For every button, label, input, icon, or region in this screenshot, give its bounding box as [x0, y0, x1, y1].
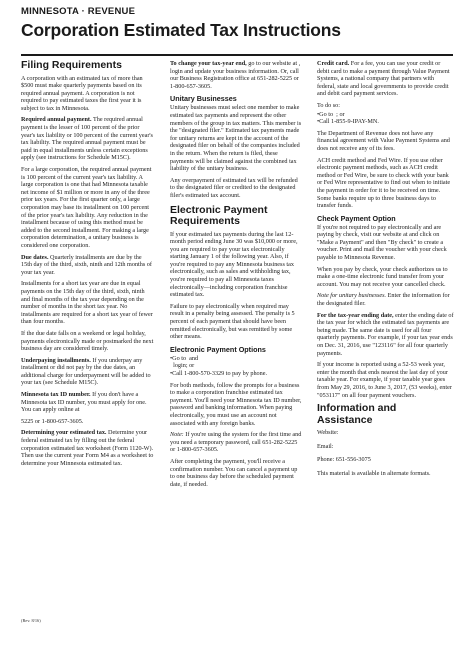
- paragraph: Underpaying installments. If you underpay any installment or did not pay by the due dates, an additional charge for underpayment will be added to your tax (see Schedule M15C).: [21, 356, 151, 387]
- paragraph: After completing the payment, you'll receive a confirmation number. You can cancel a payment up to one business day before the scheduled payment date, if needed.: [170, 457, 298, 488]
- paragraph: ACH credit method and Fed Wire. If you use other electronic payment methods, such as ACH credit method or Fed Wire, be sure to check with your bank or Fed Wire representative to find out when to initiate the payment in order for it to be received on time. Some banks require up to three business days to transfer funds.: [317, 156, 451, 210]
- paragraph: When you pay by check, your check authorizes us to make a one-time electronic fund transfer from your account. You may not receive your cancelled check.: [317, 265, 448, 288]
- heading-electronic-payment-requirements: Electronic Payment Requirements: [170, 203, 268, 227]
- lead-in: To change your tax-year end,: [170, 60, 247, 67]
- document-body: [21, 60, 453, 660]
- bullet-item: •Go to ; or: [317, 110, 345, 118]
- bullet-item: •Call 1-855-9-IPAY-MN.: [317, 118, 379, 126]
- bullet-item: •Go to and: [170, 354, 199, 362]
- paragraph: Determining your estimated tax. Determine your federal estimated tax by filling out the federal corporation estimated tax worksheet (Form 1120-W). Then use the current year Form M4 as a worksheet to determine your Minnesota estimated tax.: [21, 429, 154, 467]
- lead-in: Credit card.: [317, 60, 350, 67]
- paragraph: Note for unitary businesses. Enter the information for the designated filer.: [317, 292, 450, 308]
- paragraph: Minnesota tax ID number. If you don't have a Minnesota tax ID number, you must apply for one. You can apply online at: [21, 391, 147, 414]
- paragraph: If your estimated tax payments during the last 12-month period ending June 30 was $10,000 or more, you are required to pay your tax electronically starting January 1 of the following year. Also, if you're required to pay any Minnesota business tax electronically, such as sales and withholding tax, you're required to pay all Minnesota taxes electronically—including corporation franchise estimated tax.: [170, 230, 298, 299]
- paragraph: The Department of Revenue does not have any financial agreement with Value Payment Systems and does not receive any of its fees.: [317, 129, 450, 152]
- paragraph: 5225 or 1-800-657-3605.: [21, 417, 84, 425]
- paragraph: For the tax-year ending date, enter the ending date of the tax year for which the estimated tax payments are being made. The same date is used for all four quarterly payments. For example, if your tax year ends on Dec. 31, 2016, use "123116" for all four quarterly payments.: [317, 311, 454, 357]
- lead-in: Determining your estimated tax.: [21, 429, 107, 437]
- bullet-item: login; or: [170, 362, 195, 370]
- paragraph: To change your tax-year end, go to our website at , login and update your business information. Or, call our Business Registration office at 651-282-5225 or 1-800-657-3605.: [170, 60, 301, 90]
- column-1: [21, 60, 154, 471]
- column-2: [170, 60, 303, 492]
- paragraph: A corporation with an estimated tax of more than $500 must make quarterly payments based on its required annual payment. A corporation is not required to pay estimated taxes the first year it is subject to tax in Minnesota.: [21, 74, 143, 112]
- paragraph: Credit card. For a fee, you can use your credit or debit card to make a payment through Value Payment Systems, a national company that partners with federal, state and local governments to provide credit and debit card payment services.: [317, 60, 450, 98]
- heading-filing-requirements: Filing Requirements: [21, 59, 122, 71]
- note-label: Note for unitary businesses.: [317, 292, 387, 300]
- column-3: [317, 60, 454, 482]
- paragraph: Note: If you're using the system for the first time and you need a temporary password, call 651-282-5225 or 1-800-657-3605.: [170, 431, 302, 454]
- lead-in: For the tax-year ending date,: [317, 311, 394, 319]
- paragraph: Required annual payment. The required annual payment is the lesser of 100 percent of the prior year's tax liability or 100 percent of the current year's tax liability. The required annual payment must be paid in equal installments unless certain exceptions apply (see instructions for Schedule M15C).: [21, 116, 153, 162]
- paragraph: Failure to pay electronically when required may result in a penalty being assessed. The penalty is 5 percent of each payment that should have been remitted electronically, but was remitted by some other means.: [170, 302, 295, 341]
- heading-unitary-businesses: Unitary Businesses: [170, 94, 237, 104]
- revision-footer: (Rev. 8/16): [21, 618, 41, 623]
- paragraph: If you're not required to pay electronically and are paying by check, visit our website at and click on "Make a Payment" and then "By check" to create a voucher. Print and mail the voucher with your check payable to Minnesota Revenue.: [317, 223, 447, 262]
- phone-label: Phone: 651-556-3075: [317, 456, 371, 464]
- paragraph: Any overpayment of estimated tax will be refunded to the designated filer or credited to the designated filer's estimated tax account.: [170, 176, 298, 199]
- paragraph: Unitary businesses must select one member to make estimated tax payments and represent the other members of the group in tax matters. This member is the "designated filer." Estimated tax payments made for unitary returns are kept in the account of the designated filer on behalf of the companies included in the return. When the return is filed, these payments will be claimed against the combined tax liability of the unitary business.: [170, 104, 302, 173]
- lead-in: Minnesota tax ID number.: [21, 391, 91, 399]
- lead-in: Due dates.: [21, 253, 49, 261]
- page-title: Corporation Estimated Tax Instructions: [21, 20, 341, 40]
- email-label: Email:: [317, 442, 334, 450]
- heading-check-payment-option: Check Payment Option: [317, 213, 396, 223]
- website-label: Website:: [317, 429, 339, 437]
- paragraph: Due dates. Quarterly installments are due by the 15th day of the third, sixth, ninth and 12th months of your tax year.: [21, 253, 152, 276]
- paragraph: For a large corporation, the required annual payment is 100 percent of the current year's tax liability. A large corporation is one that had Minnesota taxable net income of $1 million or more in any of the three prior tax years. For the first quarter only, a large corporation may base its installment on 100 percent of the prior year's tax liability. Any reduction in the installment because of using this method must be added to the second installment. For making a large corporation determination, a unitary business is considered one corporation.: [21, 166, 152, 249]
- bullet-item: •Call 1-800-570-3329 to pay by phone.: [170, 370, 268, 377]
- paragraph: Installments for a short tax year are due in equal payments on the 15th day of the third, sixth, ninth and final months of the tax year depending on the number of months in the short tax year. No installments are required for a short tax year of fewer than four months.: [21, 280, 153, 326]
- paragraph: For both methods, follow the prompts for a business to make a corporation franchise estimated tax payment. You'll need your Minnesota tax ID number, password and banking information. When paying electronically, you must use an account not associated with any foreign banks.: [170, 381, 302, 427]
- heading-electronic-payment-options: Electronic Payment Options: [170, 344, 266, 354]
- note-label: Note:: [170, 431, 184, 439]
- lead-in: Required annual payment.: [21, 116, 92, 124]
- masthead: [21, 6, 453, 41]
- lead-in: Underpaying installments.: [21, 356, 91, 364]
- paragraph: To do so:: [317, 101, 340, 109]
- agency-brand: MINNESOTA · REVENUE: [21, 6, 136, 17]
- alternate-formats-note: This material is available in alternate formats.: [317, 469, 431, 477]
- paragraph: If the due date falls on a weekend or legal holiday, payments electronically made or postmarked the next business day are considered timely.: [21, 329, 154, 353]
- heading-information-and-assistance: Information and Assistance: [317, 402, 397, 426]
- paragraph: If your income is reported using a 52-53 week year, enter the month that ends nearest the last day of your taxable year. For example, if your taxable year goes from May 29, 2016, to June 3, 2017, (53 weeks), enter "053117" on all four payment vouchers.: [317, 361, 452, 399]
- title-rule: [21, 54, 453, 56]
